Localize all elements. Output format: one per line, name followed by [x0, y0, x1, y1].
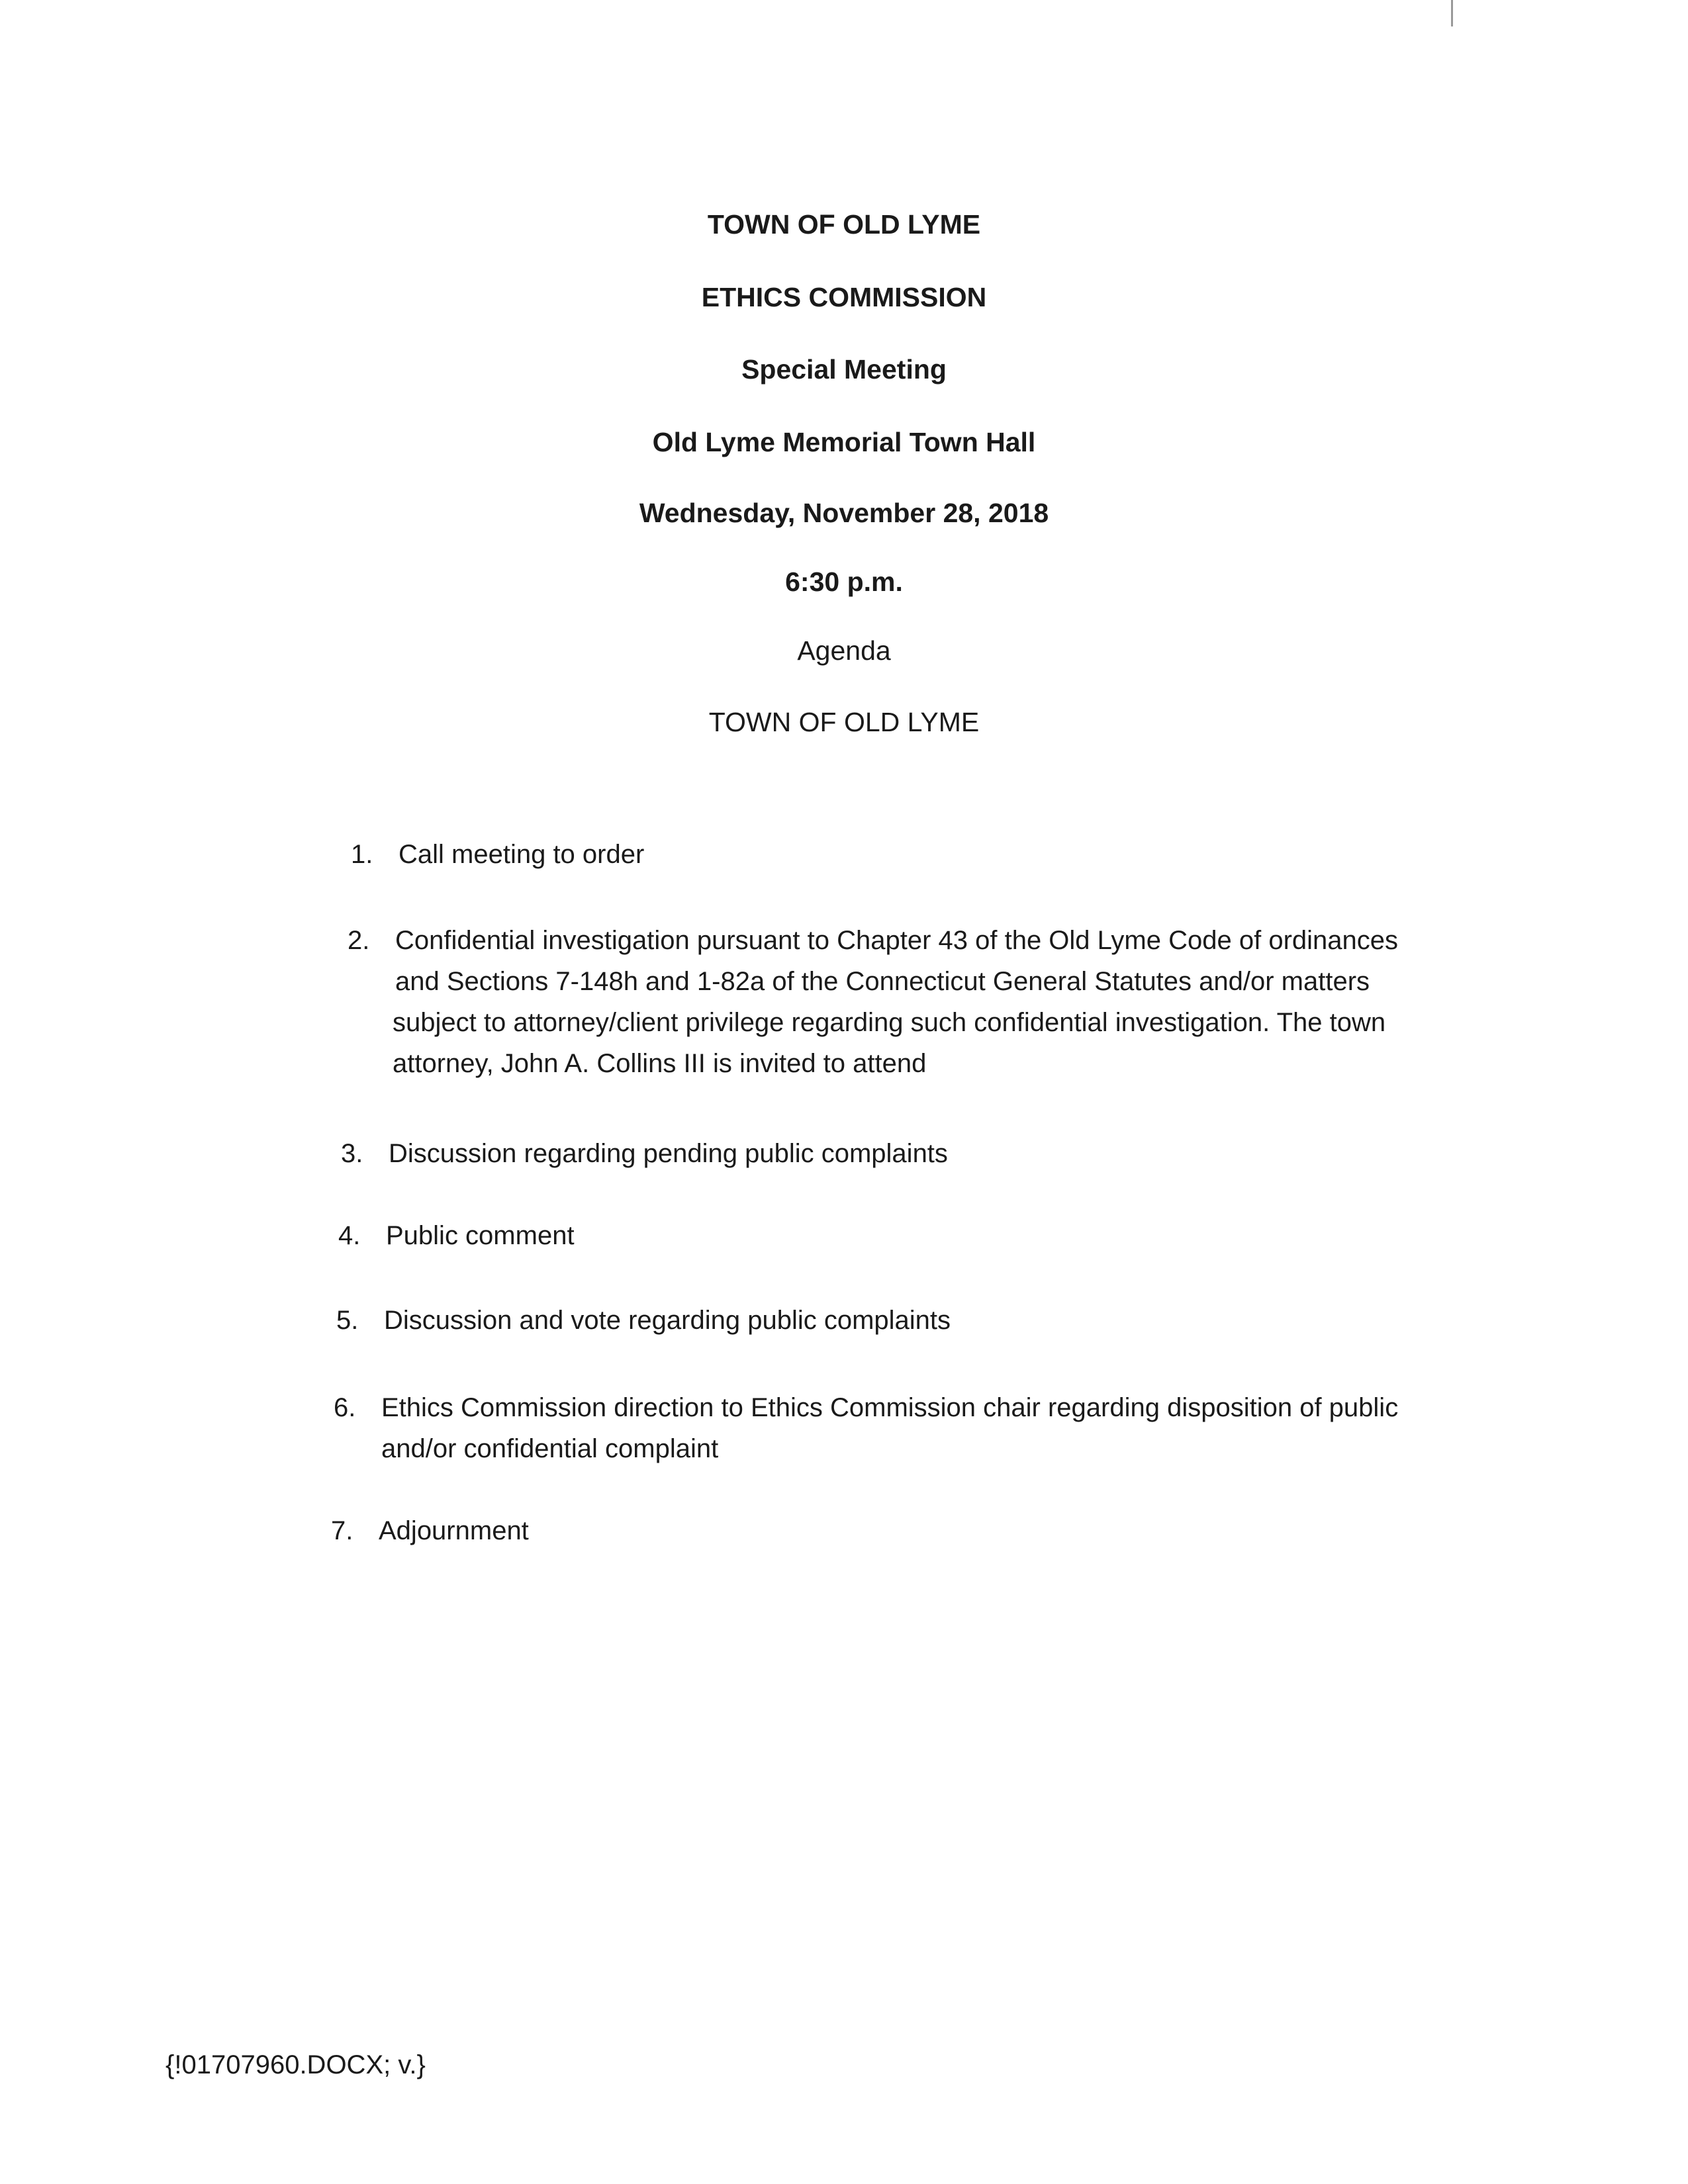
- agenda-item-text-line-4: attorney, John A. Collins III is invited to attend: [393, 1049, 927, 1078]
- agenda-label: Agenda: [797, 635, 891, 666]
- town-title: TOWN OF OLD LYME: [707, 209, 981, 240]
- agenda-item-number: 7.: [331, 1516, 353, 1545]
- document-code: {!01707960.DOCX; v.}: [165, 2050, 426, 2079]
- meeting-date: Wednesday, November 28, 2018: [639, 498, 1049, 528]
- agenda-item-number: 3.: [341, 1139, 363, 1168]
- agenda-item-text: Discussion regarding pending public complaints: [389, 1139, 948, 1168]
- agenda-item-text-line-1: Confidential investigation pursuant to Chapter 43 of the Old Lyme Code of ordinances: [395, 926, 1398, 955]
- agenda-item-number: 6.: [334, 1393, 356, 1422]
- agenda-item-number: 2.: [348, 926, 370, 955]
- agenda-item-text: Call meeting to order: [399, 840, 645, 869]
- agenda-item-text-line-2: and Sections 7-148h and 1-82a of the Connecticut General Statutes and/or matters: [395, 967, 1370, 996]
- meeting-time: 6:30 p.m.: [785, 567, 903, 597]
- meeting-type: Special Meeting: [741, 354, 947, 385]
- agenda-item-text-line-1: Ethics Commission direction to Ethics Commission chair regarding disposition of public: [381, 1393, 1399, 1422]
- commission-title: ETHICS COMMISSION: [701, 282, 987, 312]
- agenda-item-text: Adjournment: [379, 1516, 529, 1545]
- agenda-item-text-line-3: subject to attorney/client privilege regarding such confidential investigation. The town: [393, 1008, 1386, 1037]
- agenda-item-text: Discussion and vote regarding public complaints: [384, 1306, 951, 1335]
- town-subtitle: TOWN OF OLD LYME: [708, 707, 980, 737]
- agenda-item-number: 1.: [351, 840, 373, 869]
- agenda-item-number: 4.: [338, 1221, 361, 1250]
- agenda-item-text: Public comment: [386, 1221, 575, 1250]
- agenda-item-text-line-2: and/or confidential complaint: [381, 1434, 719, 1463]
- meeting-location: Old Lyme Memorial Town Hall: [652, 427, 1036, 457]
- agenda-item-number: 5.: [336, 1306, 359, 1335]
